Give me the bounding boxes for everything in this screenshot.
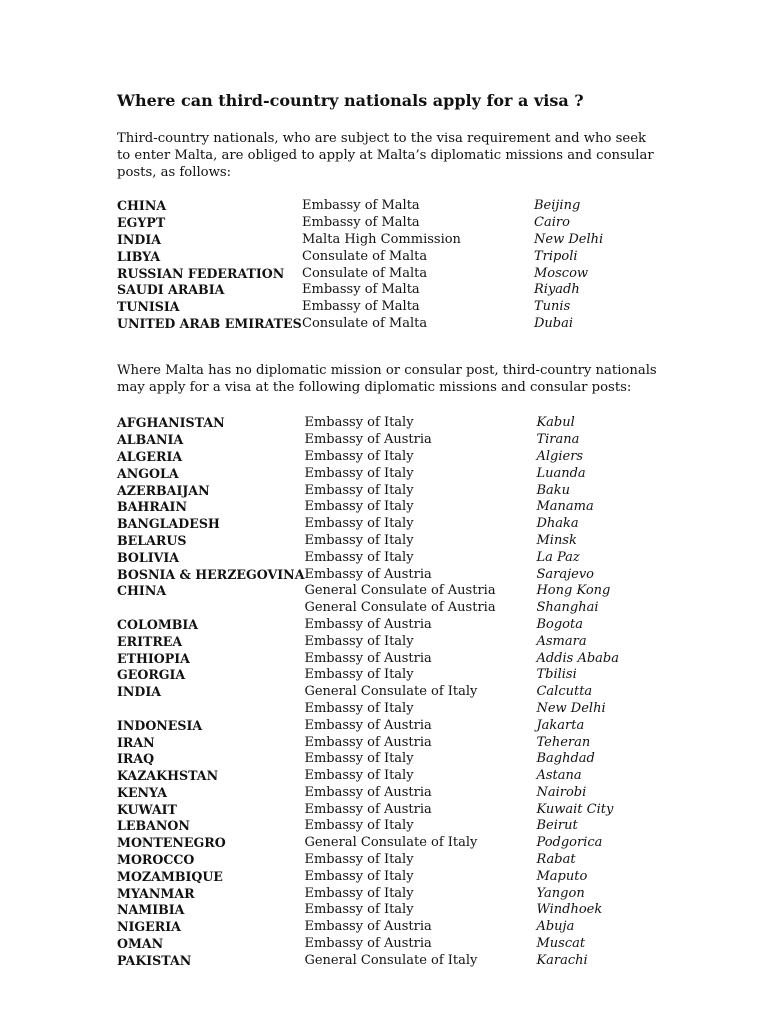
city-cell: Teheran (536, 734, 591, 750)
mission-cell: Embassy of Italy (304, 751, 414, 767)
table-row (117, 818, 619, 835)
country-cell: AFGHANISTAN (117, 415, 225, 431)
table-row (117, 869, 619, 886)
country-cell: LIBYA (117, 248, 161, 264)
mission-cell: Embassy of Italy (304, 499, 414, 515)
table-row (117, 684, 619, 701)
country-cell: MOZAMBIQUE (117, 868, 223, 884)
mission-cell: Embassy of Austria (304, 919, 432, 935)
mission-cell: Consulate of Malta (302, 315, 428, 331)
mission-cell: Embassy of Austria (304, 650, 432, 666)
city-cell: Astana (536, 768, 582, 784)
city-cell: Nairobi (536, 784, 587, 800)
country-cell: INDIA (117, 231, 161, 247)
country-cell: INDONESIA (117, 717, 203, 733)
city-cell: Maputo (536, 868, 588, 884)
mission-cell: Malta High Commission (302, 231, 461, 247)
table-row (117, 936, 619, 953)
country-cell: BOSNIA & HERZEGOVINA (117, 566, 305, 582)
table-row (117, 232, 603, 249)
country-cell: NIGERIA (117, 919, 181, 935)
city-cell: Shanghai (536, 600, 599, 616)
country-cell: OMAN (117, 936, 164, 952)
mission-cell: Embassy of Austria (304, 566, 432, 582)
mission-cell: Embassy of Austria (304, 734, 432, 750)
country-cell: RUSSIAN FEDERATION (117, 265, 285, 281)
country-cell: BAHRAIN (117, 499, 187, 515)
city-cell: New Delhi (536, 700, 606, 716)
country-cell: TUNISIA (117, 299, 180, 315)
country-cell: ALBANIA (117, 432, 184, 448)
table-row (117, 198, 603, 215)
country-cell: MYANMAR (117, 885, 195, 901)
city-cell: Rabat (536, 852, 576, 868)
city-cell: Tbilisi (536, 667, 577, 683)
table-row (117, 432, 619, 449)
mission-cell: Embassy of Austria (304, 936, 432, 952)
country-cell: INDIA (117, 684, 161, 700)
city-cell: Abuja (536, 919, 575, 935)
mission-cell: Embassy of Italy (304, 465, 414, 481)
mission-cell: Embassy of Malta (302, 299, 420, 315)
city-cell: Minsk (536, 532, 577, 548)
table-row (117, 215, 603, 232)
table-row (117, 802, 619, 819)
city-cell: Dubai (534, 315, 574, 331)
city-cell: Baku (536, 482, 571, 498)
table-row (117, 499, 619, 516)
mission-cell: General Consulate of Austria (304, 583, 496, 599)
mission-cell: Consulate of Malta (302, 248, 428, 264)
mission-cell: General Consulate of Italy (304, 684, 478, 700)
country-cell: COLOMBIA (117, 616, 199, 632)
city-cell: Algiers (536, 448, 584, 464)
table-row (117, 483, 619, 500)
mission-cell: Embassy of Italy (304, 532, 414, 548)
table-row (117, 953, 619, 970)
country-cell: UNITED ARAB EMIRATES (117, 315, 302, 331)
other-missions-table (117, 415, 619, 969)
table-row (117, 617, 619, 634)
city-cell: Cairo (534, 215, 570, 231)
city-cell: Tripoli (534, 248, 578, 264)
table-row (117, 852, 619, 869)
city-cell: Dhaka (536, 516, 579, 532)
country-cell: BELARUS (117, 532, 187, 548)
page-title: Where can third-country nationals apply for a visa ? (117, 91, 584, 110)
mission-cell: General Consulate of Austria (304, 600, 496, 616)
city-cell: Moscow (534, 265, 589, 281)
table-row (117, 533, 619, 550)
mission-cell: General Consulate of Italy (304, 835, 478, 851)
table-row (117, 785, 619, 802)
table-row (117, 835, 619, 852)
mission-cell: Embassy of Malta (302, 215, 420, 231)
table-row (117, 600, 619, 617)
country-cell: NAMIBIA (117, 902, 185, 918)
table-row (117, 919, 619, 936)
city-cell: Muscat (536, 936, 586, 952)
country-cell: ALGERIA (117, 448, 183, 464)
table-row (117, 751, 619, 768)
city-cell: Luanda (536, 465, 586, 481)
city-cell: Beijing (534, 198, 581, 214)
country-cell: BOLIVIA (117, 549, 180, 565)
table-row (117, 282, 603, 299)
country-cell: KENYA (117, 784, 168, 800)
country-cell: SAUDI ARABIA (117, 282, 225, 298)
country-cell: ANGOLA (117, 465, 179, 481)
table-row (117, 667, 619, 684)
city-cell: Manama (536, 499, 594, 515)
mission-cell: Embassy of Italy (304, 633, 414, 649)
mission-cell: Embassy of Italy (304, 549, 414, 565)
country-cell: AZERBAIJAN (117, 482, 210, 498)
table-row (117, 567, 619, 584)
table-row (117, 299, 603, 316)
mission-cell: Consulate of Malta (302, 265, 428, 281)
country-cell: BANGLADESH (117, 516, 220, 532)
country-cell: MONTENEGRO (117, 835, 226, 851)
table-row (117, 466, 619, 483)
city-cell: La Paz (536, 549, 580, 565)
mission-cell: Embassy of Italy (304, 902, 414, 918)
table-row (117, 249, 603, 266)
city-cell: Sarajevo (536, 566, 594, 582)
table-row (117, 768, 619, 785)
mission-cell: Embassy of Italy (304, 852, 414, 868)
city-cell: Baghdad (536, 751, 595, 767)
city-cell: Kuwait City (536, 801, 614, 817)
country-cell: CHINA (117, 198, 167, 214)
city-cell: Tunis (534, 299, 571, 315)
country-cell: CHINA (117, 583, 167, 599)
city-cell: Beirut (536, 818, 578, 834)
country-cell: ERITREA (117, 633, 183, 649)
city-cell: Asmara (536, 633, 587, 649)
table-row (117, 718, 619, 735)
mission-cell: Embassy of Italy (304, 768, 414, 784)
mission-cell: General Consulate of Italy (304, 952, 478, 968)
document-page (117, 90, 657, 970)
mission-cell: Embassy of Austria (304, 432, 432, 448)
mission-cell: Embassy of Italy (304, 700, 414, 716)
mission-cell: Embassy of Austria (304, 801, 432, 817)
mission-cell: Embassy of Malta (302, 282, 420, 298)
mission-cell: Embassy of Italy (304, 667, 414, 683)
table-row (117, 886, 619, 903)
country-cell: IRAN (117, 734, 155, 750)
mission-cell: Embassy of Austria (304, 717, 432, 733)
city-cell: Riyadh (534, 282, 580, 298)
city-cell: Addis Ababa (536, 650, 619, 666)
table-row (117, 583, 619, 600)
city-cell: Kabul (536, 415, 575, 431)
mission-cell: Embassy of Italy (304, 818, 414, 834)
country-cell (117, 600, 304, 617)
table-row (117, 449, 619, 466)
table-row (117, 735, 619, 752)
mission-cell: Embassy of Austria (304, 616, 432, 632)
city-cell: Tirana (536, 432, 580, 448)
city-cell: Windhoek (536, 902, 603, 918)
country-cell: KAZAKHSTAN (117, 768, 219, 784)
table-row (117, 634, 619, 651)
table-row (117, 415, 619, 432)
mission-cell: Embassy of Malta (302, 198, 420, 214)
country-cell: LEBANON (117, 818, 190, 834)
table-row (117, 651, 619, 668)
intro-paragraph: Third-country nationals, who are subject to the visa requirement and who seek to enter Malta, are obliged to apply at Malta’s diplomatic missions and consular posts, as follows: (117, 131, 654, 180)
city-cell: New Delhi (534, 231, 604, 247)
mission-cell: Embassy of Italy (304, 482, 414, 498)
table-row (117, 516, 619, 533)
city-cell: Yangon (536, 885, 585, 901)
country-cell: GEORGIA (117, 667, 186, 683)
city-cell: Bogota (536, 616, 583, 632)
city-cell: Hong Kong (536, 583, 611, 599)
table-row (117, 266, 603, 283)
country-cell (117, 701, 304, 718)
mission-cell: Embassy of Italy (304, 885, 414, 901)
country-cell: PAKISTAN (117, 952, 192, 968)
country-cell: KUWAIT (117, 801, 177, 817)
table-row (117, 550, 619, 567)
table-row (117, 316, 603, 333)
country-cell: ETHIOPIA (117, 650, 190, 666)
country-cell: MOROCCO (117, 852, 195, 868)
alternative-missions-paragraph: Where Malta has no diplomatic mission or consular post, third-country nationals may apply for a visa at the following diplomatic missions and consular posts: (117, 362, 657, 395)
city-cell: Karachi (536, 952, 588, 968)
mission-cell: Embassy of Italy (304, 448, 414, 464)
table-row (117, 701, 619, 718)
city-cell: Podgorica (536, 835, 603, 851)
mission-cell: Embassy of Italy (304, 868, 414, 884)
table-row (117, 902, 619, 919)
city-cell: Calcutta (536, 684, 593, 700)
country-cell: IRAQ (117, 751, 155, 767)
city-cell: Jakarta (536, 717, 585, 733)
malta-missions-table (117, 198, 603, 332)
mission-cell: Embassy of Austria (304, 784, 432, 800)
mission-cell: Embassy of Italy (304, 516, 414, 532)
country-cell: EGYPT (117, 215, 166, 231)
mission-cell: Embassy of Italy (304, 415, 414, 431)
